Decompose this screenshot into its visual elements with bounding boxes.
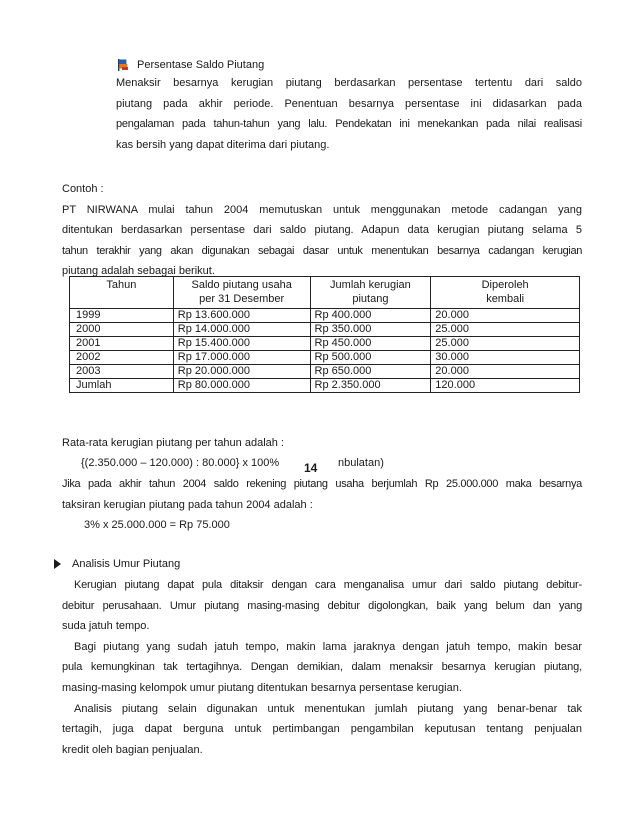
heading-text: Analisis Umur Piutang	[72, 558, 181, 570]
cell-kerugian: Rp 400.000	[310, 309, 431, 323]
text-line: Menaksir besarnya kerugian piutang berdasarkan persentase tertentu dari saldo	[116, 77, 582, 89]
cell-saldo: Rp 17.000.000	[173, 351, 310, 365]
heading-text: Persentase Saldo Piutang	[137, 59, 265, 71]
cell-saldo: Rp 80.000.000	[173, 379, 310, 393]
cell-kerugian: Rp 2.350.000	[310, 379, 431, 393]
cell-total-label: Jumlah	[70, 379, 174, 393]
text-line: tahun terakhir yang akan digunakan sebagai dasar untuk menentukan besarnya cadangan kerugian	[62, 244, 582, 257]
cell-year: 2001	[70, 337, 174, 351]
text-line: Kerugian piutang dapat pula ditaksir dengan cara menganalisa umur dari saldo piutang debitur-	[74, 579, 582, 591]
table-total-row	[70, 379, 580, 393]
bullet-flag-icon	[116, 58, 130, 72]
header-kerugian: Jumlah kerugian piutang	[310, 277, 431, 309]
cell-saldo: Rp 15.400.000	[173, 337, 310, 351]
cell-diperoleh: 25.000	[431, 323, 580, 337]
cell-diperoleh: 120.000	[431, 379, 580, 393]
text-line: piutang pada akhir periode. Penentuan besarnya persentase ini didasarkan pada	[116, 97, 582, 110]
table-row	[70, 309, 580, 323]
cell-kerugian: Rp 500.000	[310, 351, 431, 365]
header-tahun: Tahun	[70, 277, 174, 309]
cell-saldo: Rp 20.000.000	[173, 365, 310, 379]
text-line: Bagi piutang yang sudah jatuh tempo, makin lama jaraknya dengan jatuh tempo, makin besar	[74, 640, 582, 653]
cell-kerugian: Rp 450.000	[310, 337, 431, 351]
header-saldo: Saldo piutang usaha per 31 Desember	[173, 277, 310, 309]
text-line: masing-masing kelompok umur piutang ditentukan besarnya persentase kerugian.	[62, 681, 462, 694]
example-block	[62, 179, 582, 282]
text-line: pula kemungkinan tak tertagihnya. Dengan demikian, dalam menaksir besarnya kerugian piutang,	[62, 661, 582, 674]
text-line: ditentukan berdasarkan persentase dari saldo piutang. Adapun data kerugian piutang selama 5	[62, 224, 582, 237]
calc-result: 3% x 25.000.000 = Rp 75.000	[84, 519, 230, 531]
cell-year: 1999	[70, 309, 174, 323]
cell-year: 2000	[70, 323, 174, 337]
section-heading-analisis	[54, 555, 180, 573]
text-line: pengalaman pada tahun-tahun yang lalu. Pendekatan ini menekankan pada nilai realisasi	[116, 118, 582, 131]
table-header-row	[70, 277, 580, 309]
cell-year: 2003	[70, 365, 174, 379]
text-line: kas bersih yang dapat diterima dari piutang.	[116, 138, 330, 151]
example-label: Contoh :	[62, 183, 104, 195]
cell-diperoleh: 20.000	[431, 309, 580, 323]
page-number: 14	[304, 461, 318, 475]
text-line: tertagih, juga dapat berguna untuk pertimbangan pengambilan keputusan tentang penjualan	[62, 723, 582, 736]
loss-data-table	[69, 276, 580, 393]
table-row	[70, 365, 580, 379]
cell-diperoleh: 30.000	[431, 351, 580, 365]
table-row	[70, 351, 580, 365]
text-line: piutang adalah sebagai berikut.	[62, 265, 215, 278]
text-line: taksiran kerugian piutang pada tahun 2004 adalah :	[62, 498, 313, 511]
cell-diperoleh: 25.000	[431, 337, 580, 351]
text-line: suda jatuh tempo.	[62, 620, 150, 633]
cell-saldo: Rp 13.600.000	[173, 309, 310, 323]
calc-paragraph	[62, 474, 582, 515]
cell-kerugian: Rp 350.000	[310, 323, 431, 337]
section1-paragraph	[116, 73, 582, 155]
text-line: Jika pada akhir tahun 2004 saldo rekening piutang usaha berjumlah Rp 25.000.000 maka besarnya	[62, 478, 582, 490]
text-line: Analisis piutang selain digunakan untuk menentukan jumlah piutang yang benar-benar tak	[74, 702, 582, 715]
cell-saldo: Rp 14.000.000	[173, 323, 310, 337]
text-line: PT NIRWANA mulai tahun 2004 memutuskan untuk menggunakan metode cadangan yang	[62, 203, 582, 216]
table-row	[70, 337, 580, 351]
formula-left: {(2.350.000 – 120.000) : 80.000} x 100%	[81, 457, 280, 469]
text-line: debitur perusahaan. Umur piutang masing-masing debitur digolongkan, baik yang belum dan yang	[62, 599, 582, 612]
cell-diperoleh: 20.000	[431, 365, 580, 379]
cell-year: 2002	[70, 351, 174, 365]
header-diperoleh: Diperoleh kembali	[431, 277, 580, 309]
cell-kerugian: Rp 650.000	[310, 365, 431, 379]
formula-line	[81, 453, 279, 473]
arrow-bullet-icon	[54, 559, 61, 569]
text-line: kredit oleh bagian penjualan.	[62, 743, 203, 756]
calc-intro: Rata-rata kerugian piutang per tahun adalah :	[62, 437, 284, 449]
section2-paragraphs	[62, 575, 582, 760]
table-row	[70, 323, 580, 337]
formula-right: nbulatan)	[338, 457, 384, 469]
section-heading-persentase	[116, 56, 264, 74]
